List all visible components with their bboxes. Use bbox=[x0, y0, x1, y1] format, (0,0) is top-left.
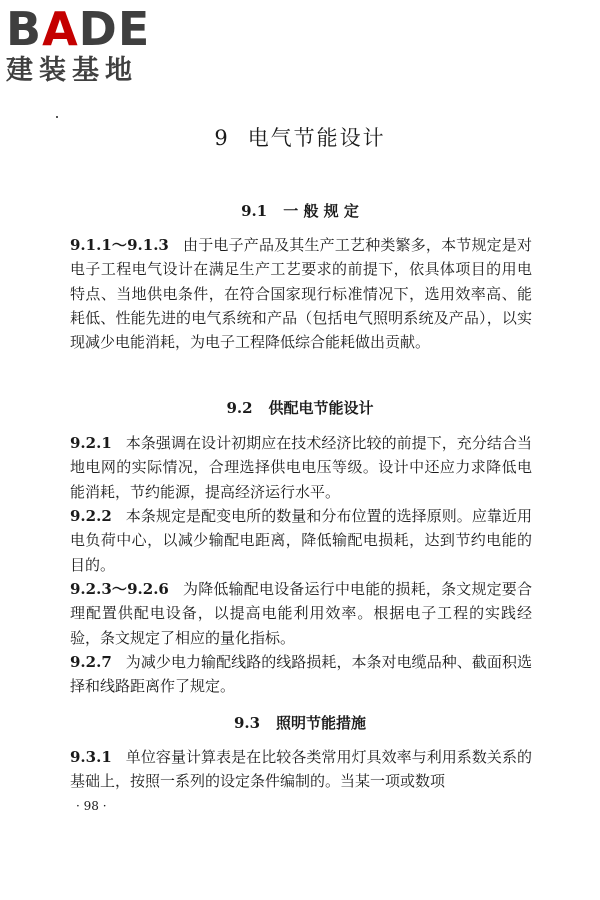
clause-text: 单位容量计算表是在比较各类常用灯具效率与利用系数关系的基础上，按照一系列的设定条件编制的。当某一项或数项 bbox=[70, 748, 532, 791]
clause-number: 9.3.1 bbox=[70, 748, 112, 766]
clause-number: 9.2.2 bbox=[70, 507, 112, 525]
section-title-text: 供配电节能设计 bbox=[268, 399, 374, 417]
clause-9-3-1 bbox=[70, 745, 532, 794]
clause-number: 9.2.3～9.2.6 bbox=[70, 580, 169, 598]
bade-logo bbox=[6, 4, 176, 90]
section-number: 9.1 bbox=[241, 202, 268, 220]
section-heading-9-1 bbox=[0, 200, 600, 221]
clause-text: 为降低输配电设备运行中电能的损耗，条文规定要合理配置供配电设备，以提高电能利用效率。根据电子工程的实践经验，条文规定了相应的量化指标。 bbox=[70, 580, 532, 647]
clause-9-2-1 bbox=[70, 431, 532, 504]
scan-dot bbox=[56, 116, 58, 118]
clause-number: 9.2.7 bbox=[70, 653, 112, 671]
logo-wordmark: BADE bbox=[6, 2, 151, 56]
clause-text: 本条规定是配变电所的数量和分布位置的选择原则。应靠近用电负荷中心，以减少输配电距离，降低输配电损耗，达到节约电能的目的。 bbox=[70, 507, 532, 574]
section-number: 9.3 bbox=[233, 714, 261, 732]
chapter-title-text: 电气节能设计 bbox=[247, 126, 386, 150]
clause-9-2-2 bbox=[70, 504, 532, 577]
chapter-title bbox=[0, 122, 600, 152]
clause-text: 本条强调在设计初期应在技术经济比较的前提下，充分结合当地电网的实际情况，合理选择供电电压等级。设计中还应力求降低电能消耗，节约能源，提高经济运行水平。 bbox=[70, 434, 532, 501]
clause-number: 9.1.1～9.1.3 bbox=[70, 236, 169, 254]
clause-text: 由于电子产品及其生产工艺种类繁多，本节规定是对电子工程电气设计在满足生产工艺要求的前提下，依具体项目的用电特点、当地供电条件，在符合国家现行标准情况下，选用效率高、能耗低、性能先进的电气系统和产品（包括电气照明系统及产品），以实现减少电能消耗，为电子工程降低综合能耗做出贡献。 bbox=[70, 236, 532, 352]
section-title-text: 照明节能措施 bbox=[276, 714, 367, 732]
clause-9-1-1-to-9-1-3 bbox=[70, 233, 532, 354]
section-heading-9-3 bbox=[0, 712, 600, 733]
chapter-number: 9 bbox=[214, 126, 230, 150]
clause-9-2-3-to-9-2-6 bbox=[70, 577, 532, 650]
section-number: 9.2 bbox=[226, 399, 253, 417]
logo-a-mark: A bbox=[42, 2, 79, 56]
page-number: · 98 · bbox=[76, 799, 107, 813]
clause-9-2-7 bbox=[70, 650, 532, 699]
clause-text: 为减少电力输配线路的线路损耗，本条对电缆品种、截面积选择和线路距离作了规定。 bbox=[70, 653, 532, 696]
logo-subtitle: 建装基地 bbox=[6, 55, 138, 86]
section-heading-9-2 bbox=[0, 397, 600, 418]
section-title-text: 一 般 规 定 bbox=[283, 202, 359, 220]
clause-number: 9.2.1 bbox=[70, 434, 112, 452]
